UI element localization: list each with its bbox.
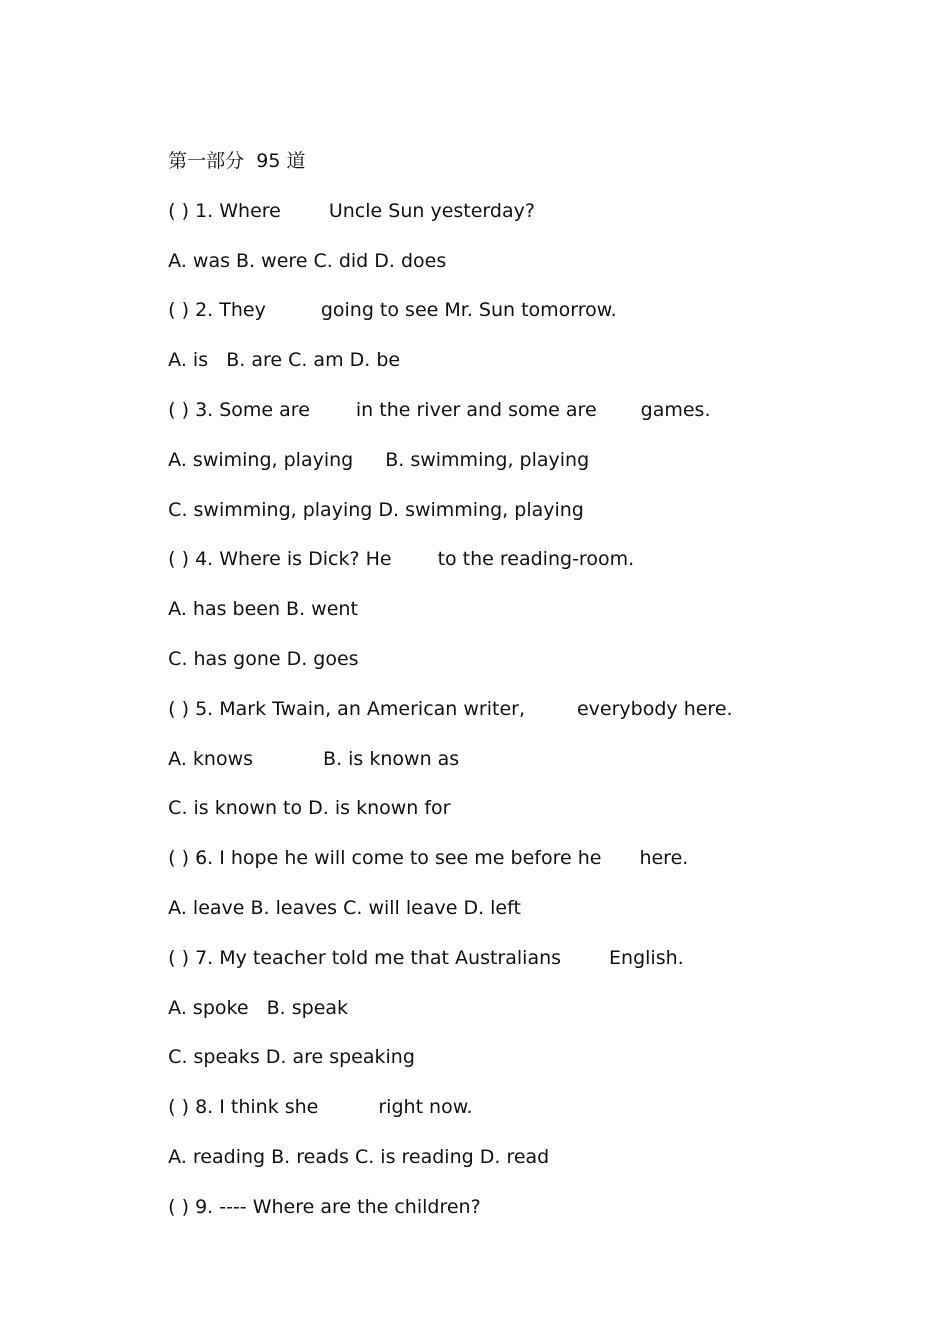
question-text: in the river and some are (355, 398, 597, 421)
question-line (144, 919, 904, 969)
question-text: games. (640, 398, 711, 421)
question-line (144, 520, 904, 570)
options-line (144, 969, 904, 1019)
options-text: A. is B. are C. am D. be (168, 349, 401, 372)
options-line (144, 321, 904, 371)
question-line (144, 371, 904, 421)
section-heading (144, 122, 904, 172)
options-line (144, 869, 904, 919)
options-text: B. swimming, playing (385, 448, 590, 471)
question-text: here. (639, 847, 689, 870)
question-text: ( ) 7. My teacher told me that Australians (168, 946, 562, 969)
question-text: ( ) 3. Some are (168, 398, 310, 421)
question-line (144, 819, 904, 869)
document-page (144, 122, 904, 1218)
options-line (144, 1118, 904, 1168)
options-text: C. swimming, playing D. swimming, playing (168, 498, 584, 521)
question-text: English. (609, 946, 684, 969)
options-text: A. has been B. went (168, 598, 358, 621)
question-text: Uncle Sun yesterday? (328, 199, 535, 222)
options-line (144, 720, 904, 770)
options-text: A. swiming, playing (168, 448, 354, 471)
options-text: B. is known as (323, 747, 460, 770)
options-line (144, 1018, 904, 1068)
options-line (144, 570, 904, 620)
question-text: ( ) 6. I hope he will come to see me before he (168, 847, 602, 870)
question-text: going to see Mr. Sun tomorrow. (320, 299, 617, 322)
question-text: ( ) 5. Mark Twain, an American writer, (168, 697, 525, 720)
question-line (144, 670, 904, 720)
options-text: A. spoke B. speak (168, 996, 349, 1019)
question-text: ( ) 2. They (168, 299, 266, 322)
question-text: ( ) 9. ---- Where are the children? (168, 1195, 481, 1218)
options-line (144, 471, 904, 521)
question-line (144, 271, 904, 321)
question-text: to the reading-room. (437, 548, 635, 571)
options-text: A. knows (168, 747, 254, 770)
options-text: A. was B. were C. did D. does (168, 249, 447, 272)
question-line (144, 1168, 904, 1218)
question-text: ( ) 1. Where (168, 199, 281, 222)
options-text: C. is known to D. is known for (168, 797, 451, 820)
question-text: everybody here. (576, 697, 733, 720)
question-line (144, 172, 904, 222)
options-text: A. reading B. reads C. is reading D. read (168, 1145, 550, 1168)
question-text: right now. (378, 1096, 473, 1119)
question-text: ( ) 8. I think she (168, 1096, 319, 1119)
options-text: C. speaks D. are speaking (168, 1046, 415, 1069)
options-line (144, 769, 904, 819)
options-text: A. leave B. leaves C. will leave D. left (168, 896, 521, 919)
options-line (144, 620, 904, 670)
question-text: ( ) 4. Where is Dick? He (168, 548, 392, 571)
heading-text: 第一部分 95 道 (168, 150, 306, 172)
options-line (144, 222, 904, 272)
options-line (144, 421, 904, 471)
options-text: C. has gone D. goes (168, 647, 359, 670)
question-line (144, 1068, 904, 1118)
